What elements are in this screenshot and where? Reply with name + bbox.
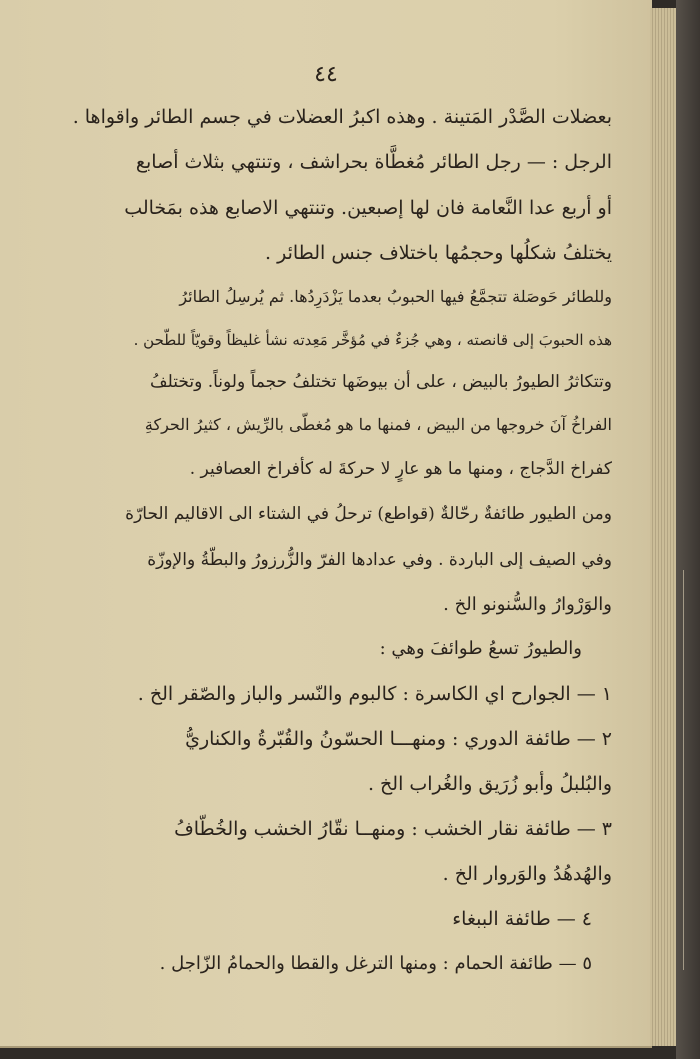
text-line-2: الرجل : — رجل الطائر مُغطَّاة بحراشف ، وتنتهي بثلاث أصابع [135, 151, 612, 173]
cover-mark [683, 570, 696, 970]
text-line-6: هذه الحبوبَ إلى قانصته ، وهي جُزءٌ في مُؤخَّر مَعِدته نشأ غليظاً وقويّاً للطّحن . [133, 331, 612, 349]
text-line-5: وللطائر حَوصَلة تتجمَّعُ فيها الحبوبُ بعدما يَزْدَرِدُها. ثم يُرسِلُ الطائرُ [179, 287, 612, 306]
text-line-1: بعضلات الصَّدْر المَتينة . وهذه اكبرُ العضلات في جسم الطائر واقواها . [72, 106, 612, 128]
text-line-10: ومن الطيور طائفةٌ رحّالةٌ (قواطع) ترحلُ في الشتاء الى الاقاليم الحارّة [125, 504, 612, 524]
list-item-2: ٢ — طائفة الدوري : ومنهـــا الحسّونُ والقُبّرةُ والكناريُّ [185, 728, 612, 750]
text-line-9: كفراخ الدَّجاج ، ومنها ما هو عارٍ لا حركةَ له كأفراخ العصافير . [189, 459, 612, 479]
text-line-3: أو أربع عدا النَّعامة فان لها إصبعين. وتنتهي الاصابع هذه بمَخالب [124, 197, 612, 219]
list-item-5: ٥ — طائفة الحمام : ومنها الترغل والقطا والحمامُ الزّاجل . [159, 953, 592, 974]
list-item-3: ٣ — طائفة نقار الخشب : ومنهــا نقّارُ الخشب والخُطّافُ [174, 818, 612, 840]
list-item-3-cont: والهُدهُدُ والوَروار الخ . [442, 863, 612, 885]
page-number: ٤٤ [314, 62, 338, 87]
list-item-2-cont: والبُلبلُ وأبو زُرَيق والغُراب الخ . [367, 773, 612, 795]
text-line-8: الفراخُ آنَ خروجها من البيض ، فمنها ما هو مُغطّى بالرِّيش ، كثيرُ الحركةِ [144, 415, 612, 434]
text-line-13: والطيورُ تسعُ طوائفَ وهي : [379, 638, 582, 659]
text-line-11: وفي الصيف إلى الباردة . وفي عدادها الفرّ والزُّرزورُ والبطّةُ والإوزّة [147, 550, 612, 570]
text-line-7: وتتكاثرُ الطيورُ بالبيض ، على أن بيوضَها تختلفُ حجماً ولوناً. وتختلفُ [150, 372, 612, 392]
page-stack-edge [650, 8, 678, 1046]
list-item-4: ٤ — طائفة الببغاء [452, 908, 592, 930]
list-item-1: ١ — الجوارح اي الكاسرة : كالبوم والنّسر والباز والصّقر الخ . [137, 683, 612, 705]
text-line-12: والوَرْوارُ والسُّنونو الخ . [443, 594, 612, 615]
text-line-4: يختلفُ شكلُها وحجمُها باختلاف جنس الطائر . [265, 242, 612, 264]
